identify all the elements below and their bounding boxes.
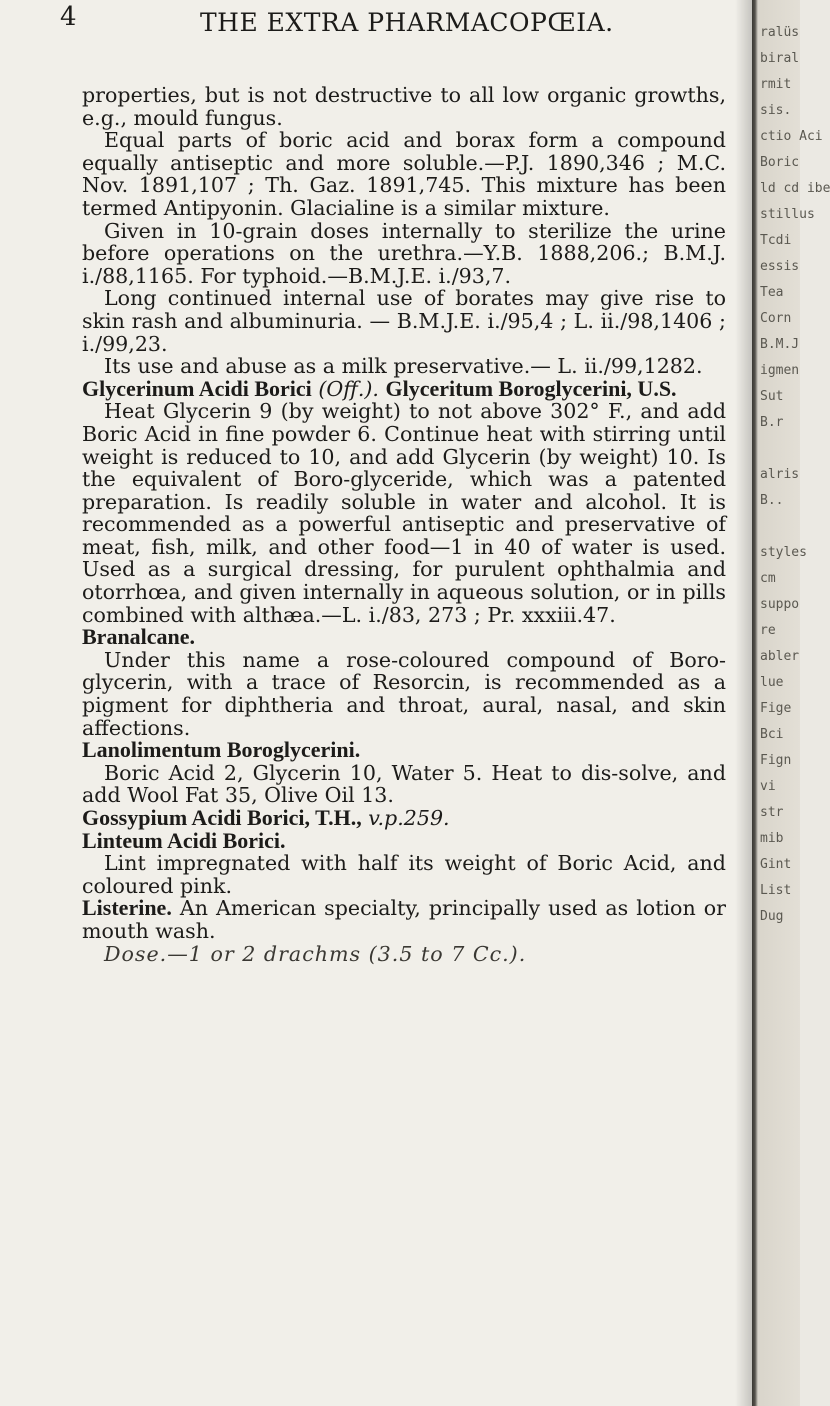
adjacent-page-strip [752, 0, 830, 1406]
headword: Branalcane. [82, 624, 196, 650]
page-edge-shadow [735, 0, 752, 1406]
entry-gossypium [82, 807, 726, 830]
headword: Gossypium Acidi Borici, T.H., [82, 805, 362, 830]
entry-body: An American specialty, principally used as lotion or mouth wash. [82, 896, 726, 943]
entry-listerine [82, 897, 726, 942]
headword: Glycerinum Acidi Borici [82, 375, 312, 401]
paragraph-borates: Long continued internal use of borates may give rise to skin rash and albuminuria. — B.M.J.E. i./95,4 ; L. ii./98,1406 ; i./99,23. [82, 286, 726, 356]
bleed-through-text: ralüs biral rmit sis. ctio Aci Boric ld cd ibe stillus Tcdi essis Tea Corn B.M.J igmen Sut B.r alris B.. styles cm suppo re abler lue Fige Bci Fign vi str mib Gint List Dug [760, 25, 830, 924]
paragraph-sterilize: Given in 10-grain doses internally to sterilize the urine before operations on the urethra.—Y.B. 1888,206.; B.M.J. i./88,1165. For typhoid.—B.M.J.E. i./93,7. [82, 218, 726, 288]
entry-body: Boric Acid 2, Glycerin 10, Water 5. Heat to dis-solve, and add Wool Fat 35, Olive Oil 13. [82, 760, 726, 808]
entry-lanolimentum [82, 739, 726, 762]
running-title: THE EXTRA PHARMACOPŒIA. [200, 8, 614, 37]
paragraph-properties: properties, but is not destructive to all low organic growths, e.g., mould fungus. [82, 83, 726, 130]
page-header [60, 2, 700, 42]
headword: Listerine. [82, 895, 172, 921]
entry-glycerinum-acidi-borici [82, 375, 726, 401]
paragraph-antipyonin: Equal parts of boric acid and borax form a compound equally antiseptic and more soluble.—P.J. 1890,346 ; M.C. Nov. 1891,107 ; Th. Gaz. 1891,745. This mixture has been termed Antipyonin. Glacialine is a similar mixture. [82, 128, 726, 220]
entry-body: Lint impregnated with half its weight of Boric Acid, and coloured pink. [82, 851, 726, 898]
headword: Linteum Acidi Borici. [82, 827, 286, 853]
body-text [82, 84, 726, 965]
paragraph-milk-preservative: Its use and abuse as a milk preservative.— L. ii./99,1282. [104, 354, 703, 379]
dose-line: Dose.—1 or 2 drachms (3.5 to 7 Cc.). [104, 941, 527, 966]
entry-body: Heat Glycerin 9 (by weight) to not above 302° F., and add Boric Acid in fine powder 6. Continue heat with stirring until weight is reduced to 10, and add Glycerin (by weight) 10. Is the equivalent of Boro-glyceride, which was a patented preparation. Is readily soluble in water and alcohol. It is recommended as a powerful antiseptic and preservative of meat, fish, milk, and other food—1 in 40 of water is used. Used as a surgical dressing, for purulent ophthalmia and otorrhœa, and given internally in aqueous solution, or in pills combined with althæa.—L. i./83, 273 ; Pr. xxxiii.47. [82, 399, 726, 627]
headword: Lanolimentum Boroglycerini. [82, 737, 361, 763]
entry-body: Under this name a rose-coloured compound of Boro-glycerin, with a trace of Resorcin, is recommended as a pigment for diphtheria and throat, aural, nasal, and skin affections. [82, 647, 726, 740]
entry-note: (Off.). [318, 376, 379, 401]
page-number: 4 [60, 2, 77, 32]
entry-note: v.p.259. [368, 806, 450, 830]
entry-linteum [82, 827, 726, 853]
entry-branalcane [82, 626, 726, 649]
synonym: Glyceritum Boroglycerini, U.S. [385, 375, 677, 401]
